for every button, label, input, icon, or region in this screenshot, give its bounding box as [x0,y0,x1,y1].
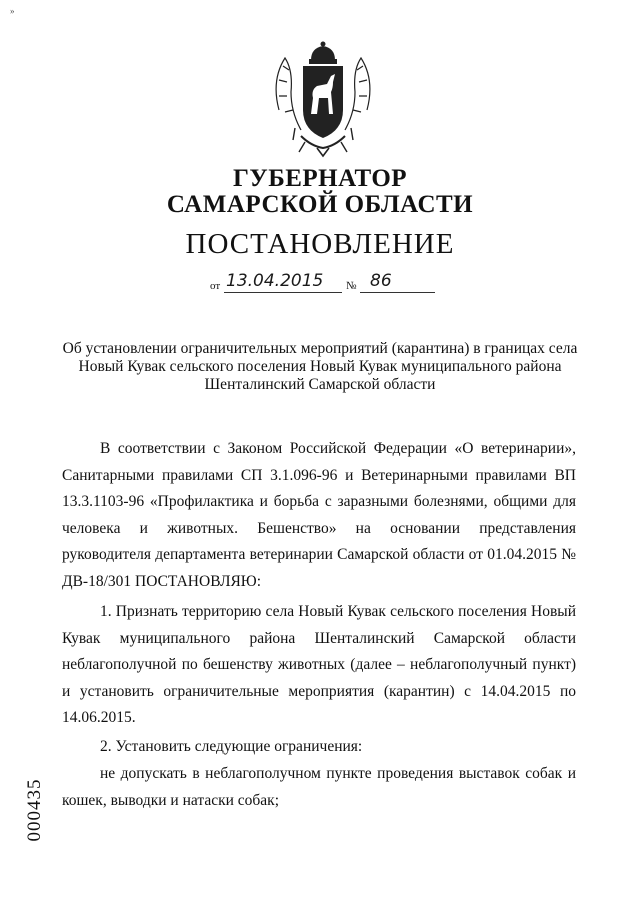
page-marker: » [10,6,15,16]
handwritten-date: 13.04.2015 [226,271,324,291]
number-underline [360,273,435,293]
date-number-line [210,273,440,295]
clause-2-paragraph: 2. Установить следующие ограничения: [100,738,363,755]
document-type-heading: ПОСТАНОВЛЕНИЕ [185,228,455,260]
side-stamp-number [20,778,50,842]
handwritten-number: 86 [370,271,392,291]
issuer-title-line-2: САМАРСКОЙ ОБЛАСТИ [166,191,474,218]
document-subject: Об установлении ограничительных мероприятий (карантина) в границах села Новый Кувак сельского поселения Новый Кувак муниципального района Шенталинский Самарской области [62,340,578,393]
clause-1-paragraph: 1. Признать территорию села Новый Кувак сельского поселения Новый Кувак муниципального района Шенталинский Самарской области неблагополучной по бешенству животных (далее – неблагополучный пункт) и установить ограничительные мероприятия (карантин) с 14.04.2015 по 14.06.2015. [62,603,576,726]
preamble-paragraph: В соответствии с Законом Российской Федерации «О ветеринарии», Санитарными правилами СП 3.1.096-96 и Ветеринарными правилами ВП 13.3.1103-96 «Профилактика и борьба с заразными болезнями, общими для человека и животных. Бешенство» на основании представления руководителя департамента ветеринарии Самарской области от 01.04.2015 № ДВ-18/301 ПОСТАНОВЛЯЮ: [62,440,576,590]
coat-of-arms-icon [271,40,375,158]
date-prefix: от [210,280,221,292]
date-underline [224,273,342,293]
side-stamp-text: 000435 [24,778,45,842]
issuer-title-line-1: ГУБЕРНАТОР [232,165,408,192]
number-sign: № [346,280,357,292]
restriction-paragraph: не допускать в неблагополучном пункте проведения выставок собак и кошек, выводки и натаски собак; [62,765,576,809]
